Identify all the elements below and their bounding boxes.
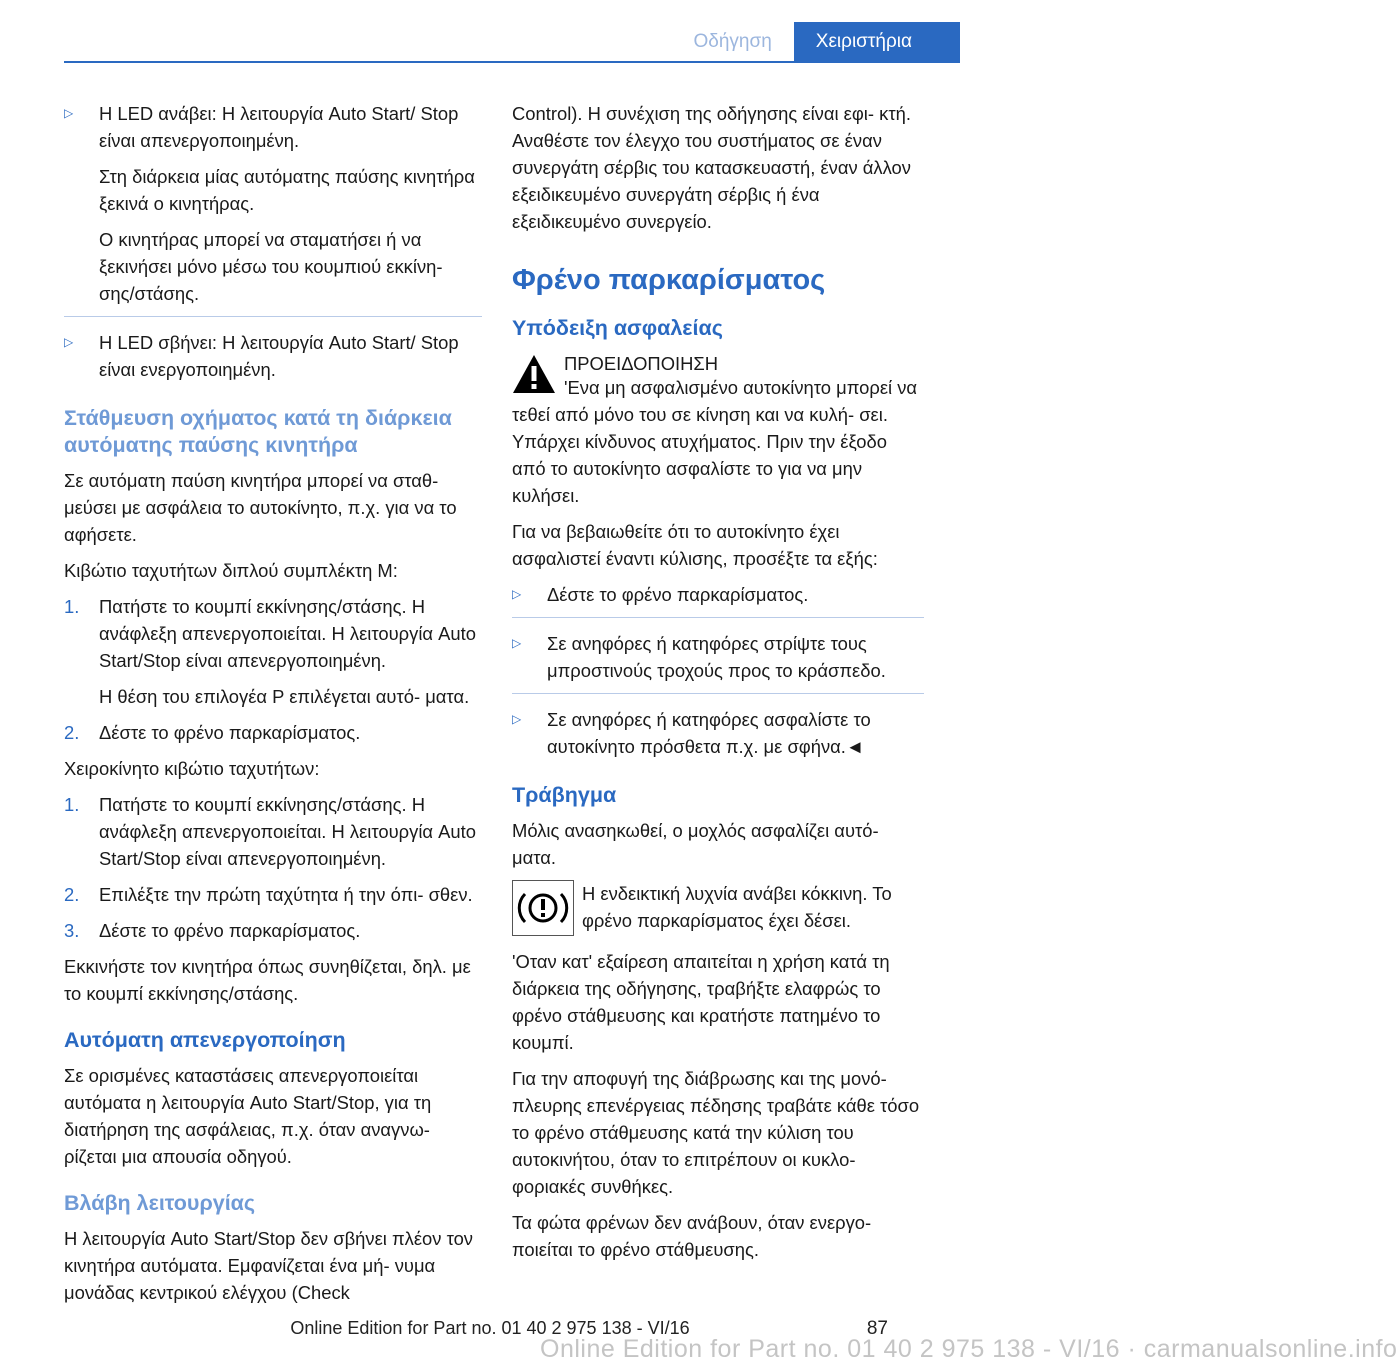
divider [512, 693, 924, 694]
heading-parking-auto-stop: Στάθμευση οχήματος κατά τη διάρκεια αυτόματης παύσης κινητήρα [64, 406, 452, 457]
heading-safety-note: Υπόδειξη ασφαλείας [512, 316, 723, 340]
warning-triangle-icon [512, 354, 556, 394]
triangle-right-icon: ▷ [64, 106, 74, 120]
triangle-right-icon: ▷ [512, 636, 522, 650]
list-item [512, 706, 924, 760]
paragraph-pull: Μόλις ανασηκωθεί, ο μοχλός ασφαλίζει αυτό‐ ματα. [512, 820, 879, 868]
step-text: Πατήστε το κουμπί εκκίνησης/στάσης. Η ανάφλεξη απενεργοποιείται. Η λειτουργία Auto Start/Stop είναι απενεργοποιημένη. [99, 596, 476, 671]
bullet-led-on-p3: Ο κινητήρας μπορεί να σταματήσει ή να ξεκινήσει μόνο μέσω του κουμπιού εκκίνη‐ σης/στάσης. [99, 229, 443, 304]
bullet-led-off: H LED σβήνει: Η λειτουργία Auto Start/ Stop είναι ενεργοποιημένη. [99, 332, 459, 380]
paragraph-corrosion: Για την αποφυγή της διάβρωσης και της μονό‐ πλευρης επενέργειας πέδησης τραβάτε κάθε τόσο το φρένο στάθμευσης κατά την κύλιση του αυτοκινήτου, όταν το επιτρέπουν οι κυκλο‐ φοριακές συνθήκες. [512, 1068, 920, 1197]
tab-controls[interactable]: Χειριστήρια [794, 22, 960, 62]
right-column [512, 100, 924, 1272]
paragraph-ensure: Για να βεβαιωθείτε ότι το αυτοκίνητο έχει ασφαλιστεί έναντι κύλισης, προσέξτε τα εξής: [512, 521, 878, 569]
list-item [64, 917, 482, 944]
paragraph-dct: Κιβώτιο ταχυτήτων διπλού συμπλέκτη M: [64, 560, 398, 581]
step-text-p2: Η θέση του επιλογέα P επιλέγεται αυτό‐ ματα. [99, 686, 470, 707]
paragraph-auto: Σε ορισμένες καταστάσεις απενεργοποιείται αυτόματα η λειτουργία Auto Start/Stop, για τη διατήρηση της ασφάλειας, π.χ. όταν αναγνω‐ ρίζεται μια απουσία οδηγού. [64, 1065, 432, 1167]
list-item [64, 881, 482, 908]
rule-text: Σε ανηφόρες ή κατηφόρες ασφαλίστε το αυτοκίνητο πρόσθετα π.χ. με σφήνα.◄ [547, 709, 871, 757]
footer-edition: Online Edition for Part no. 01 40 2 975 138 - VI/16 [290, 1318, 690, 1338]
triangle-right-icon: ▷ [512, 712, 522, 726]
divider [64, 316, 482, 317]
left-column [64, 100, 482, 1315]
list-item [64, 100, 482, 307]
triangle-right-icon: ▷ [512, 587, 522, 601]
triangle-right-icon: ▷ [64, 335, 74, 349]
list-item [512, 581, 924, 608]
header-tabs [671, 22, 960, 62]
rule-text: Δέστε το φρένο παρκαρίσματος. [547, 584, 809, 605]
tab-driving[interactable]: Οδήγηση [671, 22, 793, 62]
list-item [64, 719, 482, 746]
step-number: 3. [64, 920, 80, 941]
step-text: Πατήστε το κουμπί εκκίνησης/στάσης. Η ανάφλεξη απενεργοποιείται. Η λειτουργία Auto Start/Stop είναι απενεργοποιημένη. [99, 794, 476, 869]
warning-title: ΠΡΟΕΙΔΟΠΟΙΗΣΗ [564, 353, 719, 374]
step-text: Δέστε το φρένο παρκαρίσματος. [99, 722, 361, 743]
paragraph-exception: 'Οταν κατ' εξαίρεση απαιτείται η χρήση κατά τη διάρκεια της οδήγησης, τραβήξτε ελαφρώς το φρένο στάθμευσης και κρατήστε πατημένο το κουμπί. [512, 951, 890, 1053]
heading-malfunction: Βλάβη λειτουργίας [64, 1191, 256, 1215]
indicator-lamp-block [512, 880, 924, 936]
bullet-led-on-p2: Στη διάρκεια μίας αυτόματης παύσης κινητήρα ξεκινά ο κινητήρας. [99, 166, 475, 214]
bullet-led-on: H LED ανάβει: Η λειτουργία Auto Start/ Stop είναι απενεργοποιημένη. [99, 103, 459, 151]
rule-text: Σε ανηφόρες ή κατηφόρες στρίψτε τους μπροστινούς τροχούς προς το κράσπεδο. [547, 633, 886, 681]
header-rule [64, 61, 960, 63]
paragraph-manual: Χειροκίνητο κιβώτιο ταχυτήτων: [64, 758, 320, 779]
list-item [512, 630, 924, 684]
warning-text-body: 'Ενα μη ασφαλισμένο αυτοκίνητο μπορεί να τεθεί από μόνο του σε κίνηση και να κυλή‐ σει. Υπάρχει κίνδυνος ατυχήματος. Πριν την έξοδο από το αυτοκίνητο ασφαλίστε το για να μην κυλήσει. [512, 377, 918, 506]
heading-pulling: Τράβηγμα [512, 783, 617, 807]
lamp-text: Η ενδεικτική λυχνία ανάβει κόκκινη. Το φρένο παρκαρίσματος έχει δέσει. [582, 883, 892, 931]
step-number: 2. [64, 722, 80, 743]
warning-text [512, 374, 924, 509]
paragraph-start: Εκκινήστε τον κινητήρα όπως συνηθίζεται, δηλ. με το κουμπί εκκίνησης/στάσης. [64, 956, 471, 1004]
list-item [64, 791, 482, 872]
paragraph-continued: Control). Η συνέχιση της οδήγησης είναι εφι‐ κτή. Αναθέστε τον έλεγχο του συστήματος σε έναν συνεργάτη σέρβις του κατασκευαστή, έναν άλλον εξειδικευμένο συνεργάτη σέρβις ή ένα εξειδικευμένο συνεργείο. [512, 103, 911, 232]
parking-brake-lamp-icon [512, 880, 574, 936]
step-number: 1. [64, 794, 80, 815]
step-number: 2. [64, 884, 80, 905]
page-number: 87 [866, 1318, 888, 1339]
step-number: 1. [64, 596, 80, 617]
heading-parking-brake: Φρένο παρκαρίσματος [512, 264, 826, 296]
paragraph-parking: Σε αυτόματη παύση κινητήρα μπορεί να σταθ‐ μεύσει με ασφάλεια το αυτοκίνητο, π.χ. για να το αφήσετε. [64, 470, 457, 545]
list-item [64, 593, 482, 710]
paragraph-fault: Η λειτουργία Auto Start/Stop δεν σβήνει πλέον τον κινητήρα αυτόματα. Εμφανίζεται ένα μή‐ νυμα μονάδας κεντρικού ελέγχου (Check [64, 1228, 474, 1303]
step-text: Επιλέξτε την πρώτη ταχύτητα ή την όπι‐ σθεν. [99, 884, 473, 905]
heading-auto-deactivation: Αυτόματη απενεργοποίηση [64, 1028, 346, 1052]
list-item [64, 329, 482, 383]
step-text: Δέστε το φρένο παρκαρίσματος. [99, 920, 361, 941]
paragraph-brake-lights: Τα φώτα φρένων δεν ανάβουν, όταν ενεργο‐ ποιείται το φρένο στάθμευσης. [512, 1212, 872, 1260]
watermark: Online Edition for Part no. 01 40 2 975 138 - VI/16 · carmanualsonline.info [540, 1335, 1397, 1363]
divider [512, 617, 924, 618]
